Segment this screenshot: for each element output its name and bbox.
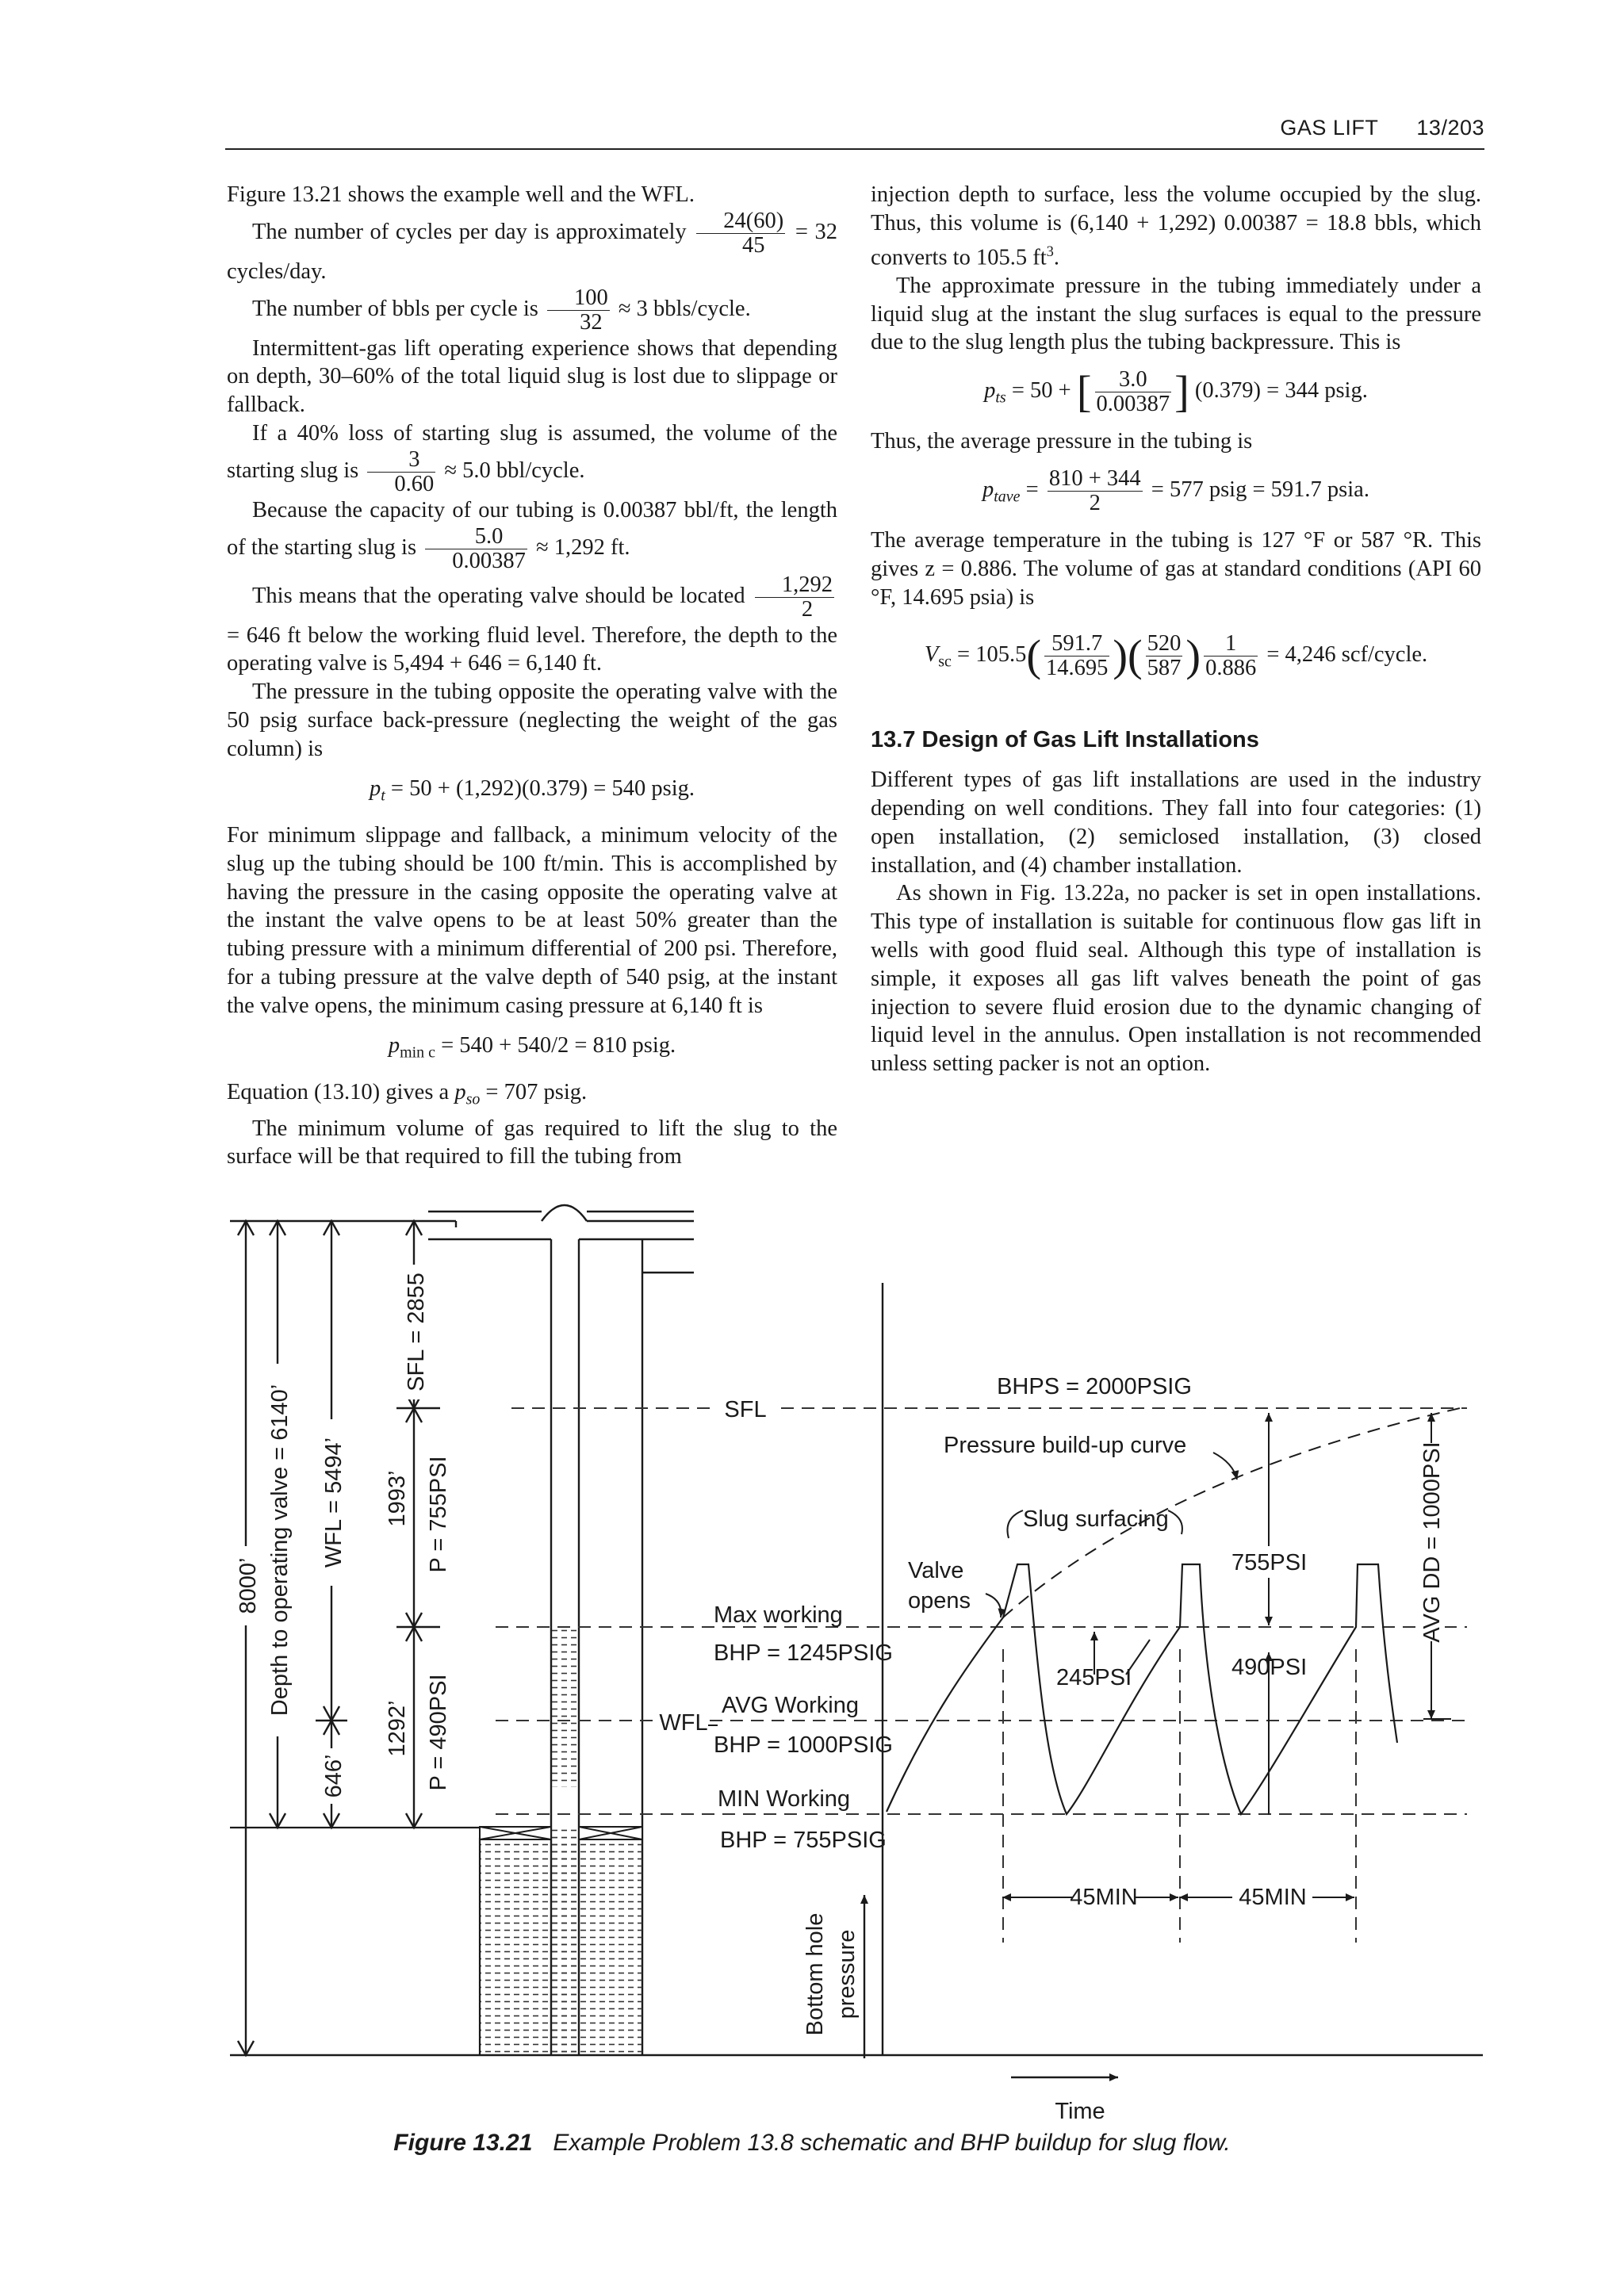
slug-surfacing-label: Slug surfacing bbox=[1023, 1506, 1169, 1532]
paragraph: The number of cycles per day is approximately $\frac{24(60)}{45}$ = 32 cycles/day. bbox=[227, 208, 838, 284]
page-number: 13/203 bbox=[1416, 116, 1484, 140]
valve-opens-label-1: Valve bbox=[908, 1558, 964, 1583]
paragraph: The number of bbls per cycle is $\frac{100}{32}$ ≈ 3 bbls/cycle. bbox=[252, 285, 751, 335]
bhp-1000-label: BHP = 1000PSIG bbox=[714, 1732, 893, 1758]
paragraph: This means that the operating valve should be located $\frac{1,292}{2}$ = 646 ft below the working fluid level. Therefore, the depth to the operating valve is 5,494 + 646 = 6,140 ft. bbox=[227, 572, 837, 676]
len-1993-label: 1993’ bbox=[385, 1470, 410, 1527]
fraction: $\frac{24(60)}{45}$ bbox=[696, 209, 785, 258]
depth-labels bbox=[235, 1265, 451, 1804]
liquid-slug-tubing bbox=[551, 1629, 579, 1787]
paragraph: The minimum volume of gas required to lift the slug to the surface will be that required to fill the tubing from bbox=[227, 1116, 837, 1169]
max-working-label: Max working bbox=[714, 1602, 843, 1628]
paragraph: For minimum slippage and fallback, a minimum velocity of the slug up the tubing should be 100 ft/min. This is accomplished by having the pressure in the casing opposite the operating valve at the instant the valve opens to be at least 50% greater than the tubing pressure with a minimum differential of 200 psi. Therefore, for a tubing pressure at the valve depth of 540 psig, at the instant the valve opens, the minimum casing pressure at 6,140 ft is bbox=[227, 823, 837, 1018]
valve-opens-label-2: opens bbox=[908, 1588, 971, 1614]
bhp-755-label: BHP = 755PSIG bbox=[720, 1828, 887, 1853]
psi-755-label: 755PSI bbox=[1231, 1550, 1308, 1575]
caption-label: Figure 13.21 bbox=[393, 2130, 533, 2156]
paragraph: If a 40% loss of starting slug is assumed, the volume of the starting slug is $\frac{3}{0.60}$ ≈ 5.0 bbl/cycle. bbox=[227, 420, 837, 496]
caption-text: Example Problem 13.8 schematic and BHP buildup for slug flow. bbox=[553, 2130, 1231, 2156]
bhps-label: BHPS = 2000PSIG bbox=[997, 1374, 1192, 1399]
paragraph: injection depth to surface, less the volume occupied by the slug. Thus, this volume is (6,140 + 1,292) 0.00387 = 18.8 bbls, which converts to 105.5 $ft^3$. bbox=[871, 182, 1481, 270]
equation: $p_t = 50 + (1,292)(0.379) = 540$ psig. bbox=[370, 775, 695, 805]
len-646-label: 646’ bbox=[321, 1754, 347, 1798]
fraction: $\frac{5.0}{0.00387}$ bbox=[425, 525, 527, 573]
psi-490-label: 490PSI bbox=[1231, 1655, 1308, 1680]
running-head-section: GAS LIFT bbox=[1280, 116, 1379, 140]
x-axis-label: Time bbox=[1055, 2099, 1105, 2124]
figure-caption bbox=[0, 2130, 1624, 2157]
paragraph: Equation (13.10) gives a $p_{so} = 707$ psig. bbox=[227, 1080, 588, 1108]
min-working-label: MIN Working bbox=[718, 1786, 851, 1812]
equation: $V_{sc} = 105.5$( $\frac{591.7}{14.695}$ )( $\frac{520}{587}$ ) $\frac{1}{0.886}$ = 4,246 scf/cycle. bbox=[924, 631, 1428, 681]
p755-label: P = 755PSI bbox=[426, 1456, 451, 1573]
paragraph: The average temperature in the tubing is 127 °F or 587 °R. This gives z = 0.886. The volume of gas at standard conditions (API 60 °F, 14.695 psia) is bbox=[871, 528, 1481, 610]
paragraph: The approximate pressure in the tubing immediately under a liquid slug at the instant the slug surfaces is equal to the pressure due to the slug length plus the tubing backpressure. This is bbox=[871, 273, 1481, 355]
y-axis-label-1: Bottom hole bbox=[802, 1912, 828, 2036]
min45-label-a: 45MIN bbox=[1070, 1885, 1138, 1910]
valve-depth-label: Depth to operating valve = 6140’ bbox=[267, 1384, 293, 1717]
paragraph: Different types of gas lift installations are used in the industry depending on well conditions. They fall into four categories: (1) open installation, (2) semiclosed installation, (3) closed installation, and (4) chamber installation. bbox=[871, 768, 1481, 878]
y-axis-label-2: pressure bbox=[834, 1929, 860, 2019]
paragraph: Figure 13.21 shows the example well and the WFL. bbox=[227, 182, 695, 207]
avg-working-label: AVG Working bbox=[722, 1693, 859, 1718]
p490-label: P = 490PSI bbox=[426, 1674, 451, 1791]
equation: $p_{tave}$ = $\frac{810 + 344}{2}$ = 577 psig = 591.7 psia. bbox=[982, 466, 1369, 516]
fraction: $\frac{1,292}{2}$ bbox=[755, 573, 834, 622]
paragraph: Because the capacity of our tubing is 0.00387 bbl/ft, the length of the starting slug is $\frac{5.0}{0.00387}$ ≈ 1,292 ft. bbox=[227, 497, 837, 573]
avg-dd-label: AVG DD = 1000PSI bbox=[1419, 1441, 1445, 1643]
paragraph: As shown in Fig. 13.22a, no packer is set in open installations. This type of installation is suitable for continuous flow gas lift in wells with good fluid seal. Although this type of installation is simple, it exposes all gas lift valves beneath the point of gas injection to severe fluid erosion due to the dynamic changing of liquid level in the annulus. Open installation is not recommended unless setting packer is not an option. bbox=[871, 881, 1481, 1077]
total-depth-label: 8000’ bbox=[236, 1557, 261, 1614]
paragraph: Thus, the average pressure in the tubing is bbox=[871, 429, 1253, 454]
min45-label-b: 45MIN bbox=[1239, 1885, 1307, 1910]
section-title: 13.7 Design of Gas Lift Installations bbox=[871, 727, 1259, 753]
fraction: $\frac{100}{32}$ bbox=[547, 286, 610, 335]
sfl-depth-label: SFL = 2855 bbox=[404, 1273, 429, 1391]
paragraph: The pressure in the tubing opposite the operating valve with the 50 psig surface back-pressure (neglecting the weight of the gas column) is bbox=[227, 679, 837, 761]
len-1292-label: 1292’ bbox=[385, 1700, 410, 1757]
bhp-curve bbox=[887, 1407, 1467, 1814]
psi-245-label: 245PSI bbox=[1056, 1665, 1132, 1690]
fraction: $\frac{3}{0.60}$ bbox=[367, 448, 435, 496]
wellhead-dome bbox=[542, 1205, 587, 1221]
bhp-1245-label: BHP = 1245PSIG bbox=[714, 1640, 893, 1666]
sfl-label: SFL bbox=[724, 1397, 767, 1422]
paragraph: Intermittent-gas lift operating experience shows that depending on depth, 30–60% of the total liquid slug is lost due to slippage or fallback. bbox=[227, 335, 837, 418]
wfl-depth-label: WFL = 5494’ bbox=[321, 1437, 347, 1568]
wfl-label: WFL bbox=[659, 1710, 708, 1736]
buildup-label: Pressure build-up curve bbox=[944, 1433, 1187, 1458]
equation: $p_{min c} = 540 + 540/2 = 810$ psig. bbox=[388, 1032, 676, 1062]
equation: $p_{ts} = 50$ + [ $\frac{3.0}{0.00387}$ ] (0.379) = 344 psig. bbox=[984, 367, 1368, 417]
